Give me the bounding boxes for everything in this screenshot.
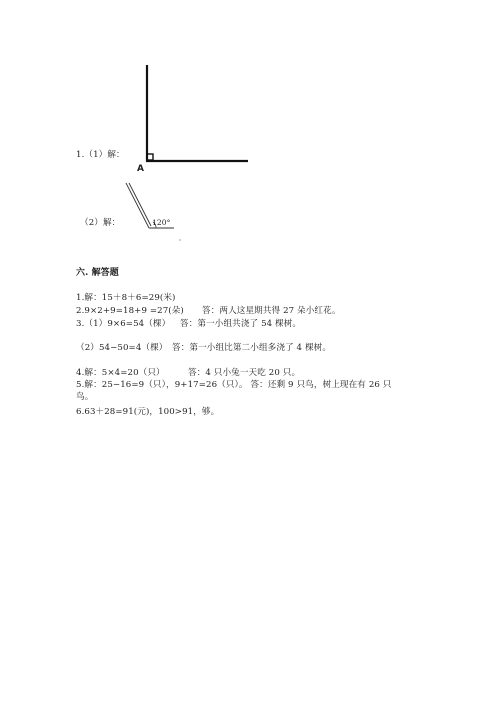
q1-part1-label: 1.（1）解：: [76, 150, 125, 160]
answer-1: 1.解：15＋8＋6=29(米): [76, 293, 176, 303]
q1-part2-label: （2）解：: [80, 218, 121, 228]
answer-4-calc: 4.解：5×4=20（只）: [76, 368, 165, 378]
answer-5-line1: 5.解：25−16=9（只），9+17=26（只）。 答：还剩 9 只鸟，树上现在有 26 只: [76, 380, 392, 390]
vertex-label: A: [137, 164, 145, 174]
slanted-ray-outer: [126, 183, 149, 228]
answer-3-part2-conclusion: 答：第一小组比第二小组多浇了 4 棵树。: [172, 343, 332, 353]
obtuse-angle-figure: [120, 180, 190, 246]
stray-dot: [179, 239, 180, 240]
answer-3-part1-conclusion: 答：第一小组共浇了 54 棵树。: [180, 319, 302, 329]
section-six-title: 六. 解答题: [76, 268, 119, 278]
answer-2-calc: 2.9×2+9=18+9 =27(朵): [76, 306, 184, 316]
angle-degree-label: 120°: [152, 218, 171, 227]
answer-3-part2-calc: （2）54−50=4（棵）: [76, 343, 168, 353]
right-angle-figure: [130, 60, 255, 180]
answer-5-line2: 鸟。: [76, 392, 94, 402]
answer-6: 6.63＋28=91(元)，100>91，够。: [76, 407, 220, 417]
answer-2-conclusion: 答：两人这星期共得 27 朵小红花。: [202, 306, 341, 316]
answer-3-part1-calc: 3.（1）9×6=54（棵）: [76, 319, 171, 329]
answer-4-conclusion: 答：4 只小兔一天吃 20 只。: [188, 368, 301, 378]
slanted-ray-inner: [129, 183, 151, 226]
